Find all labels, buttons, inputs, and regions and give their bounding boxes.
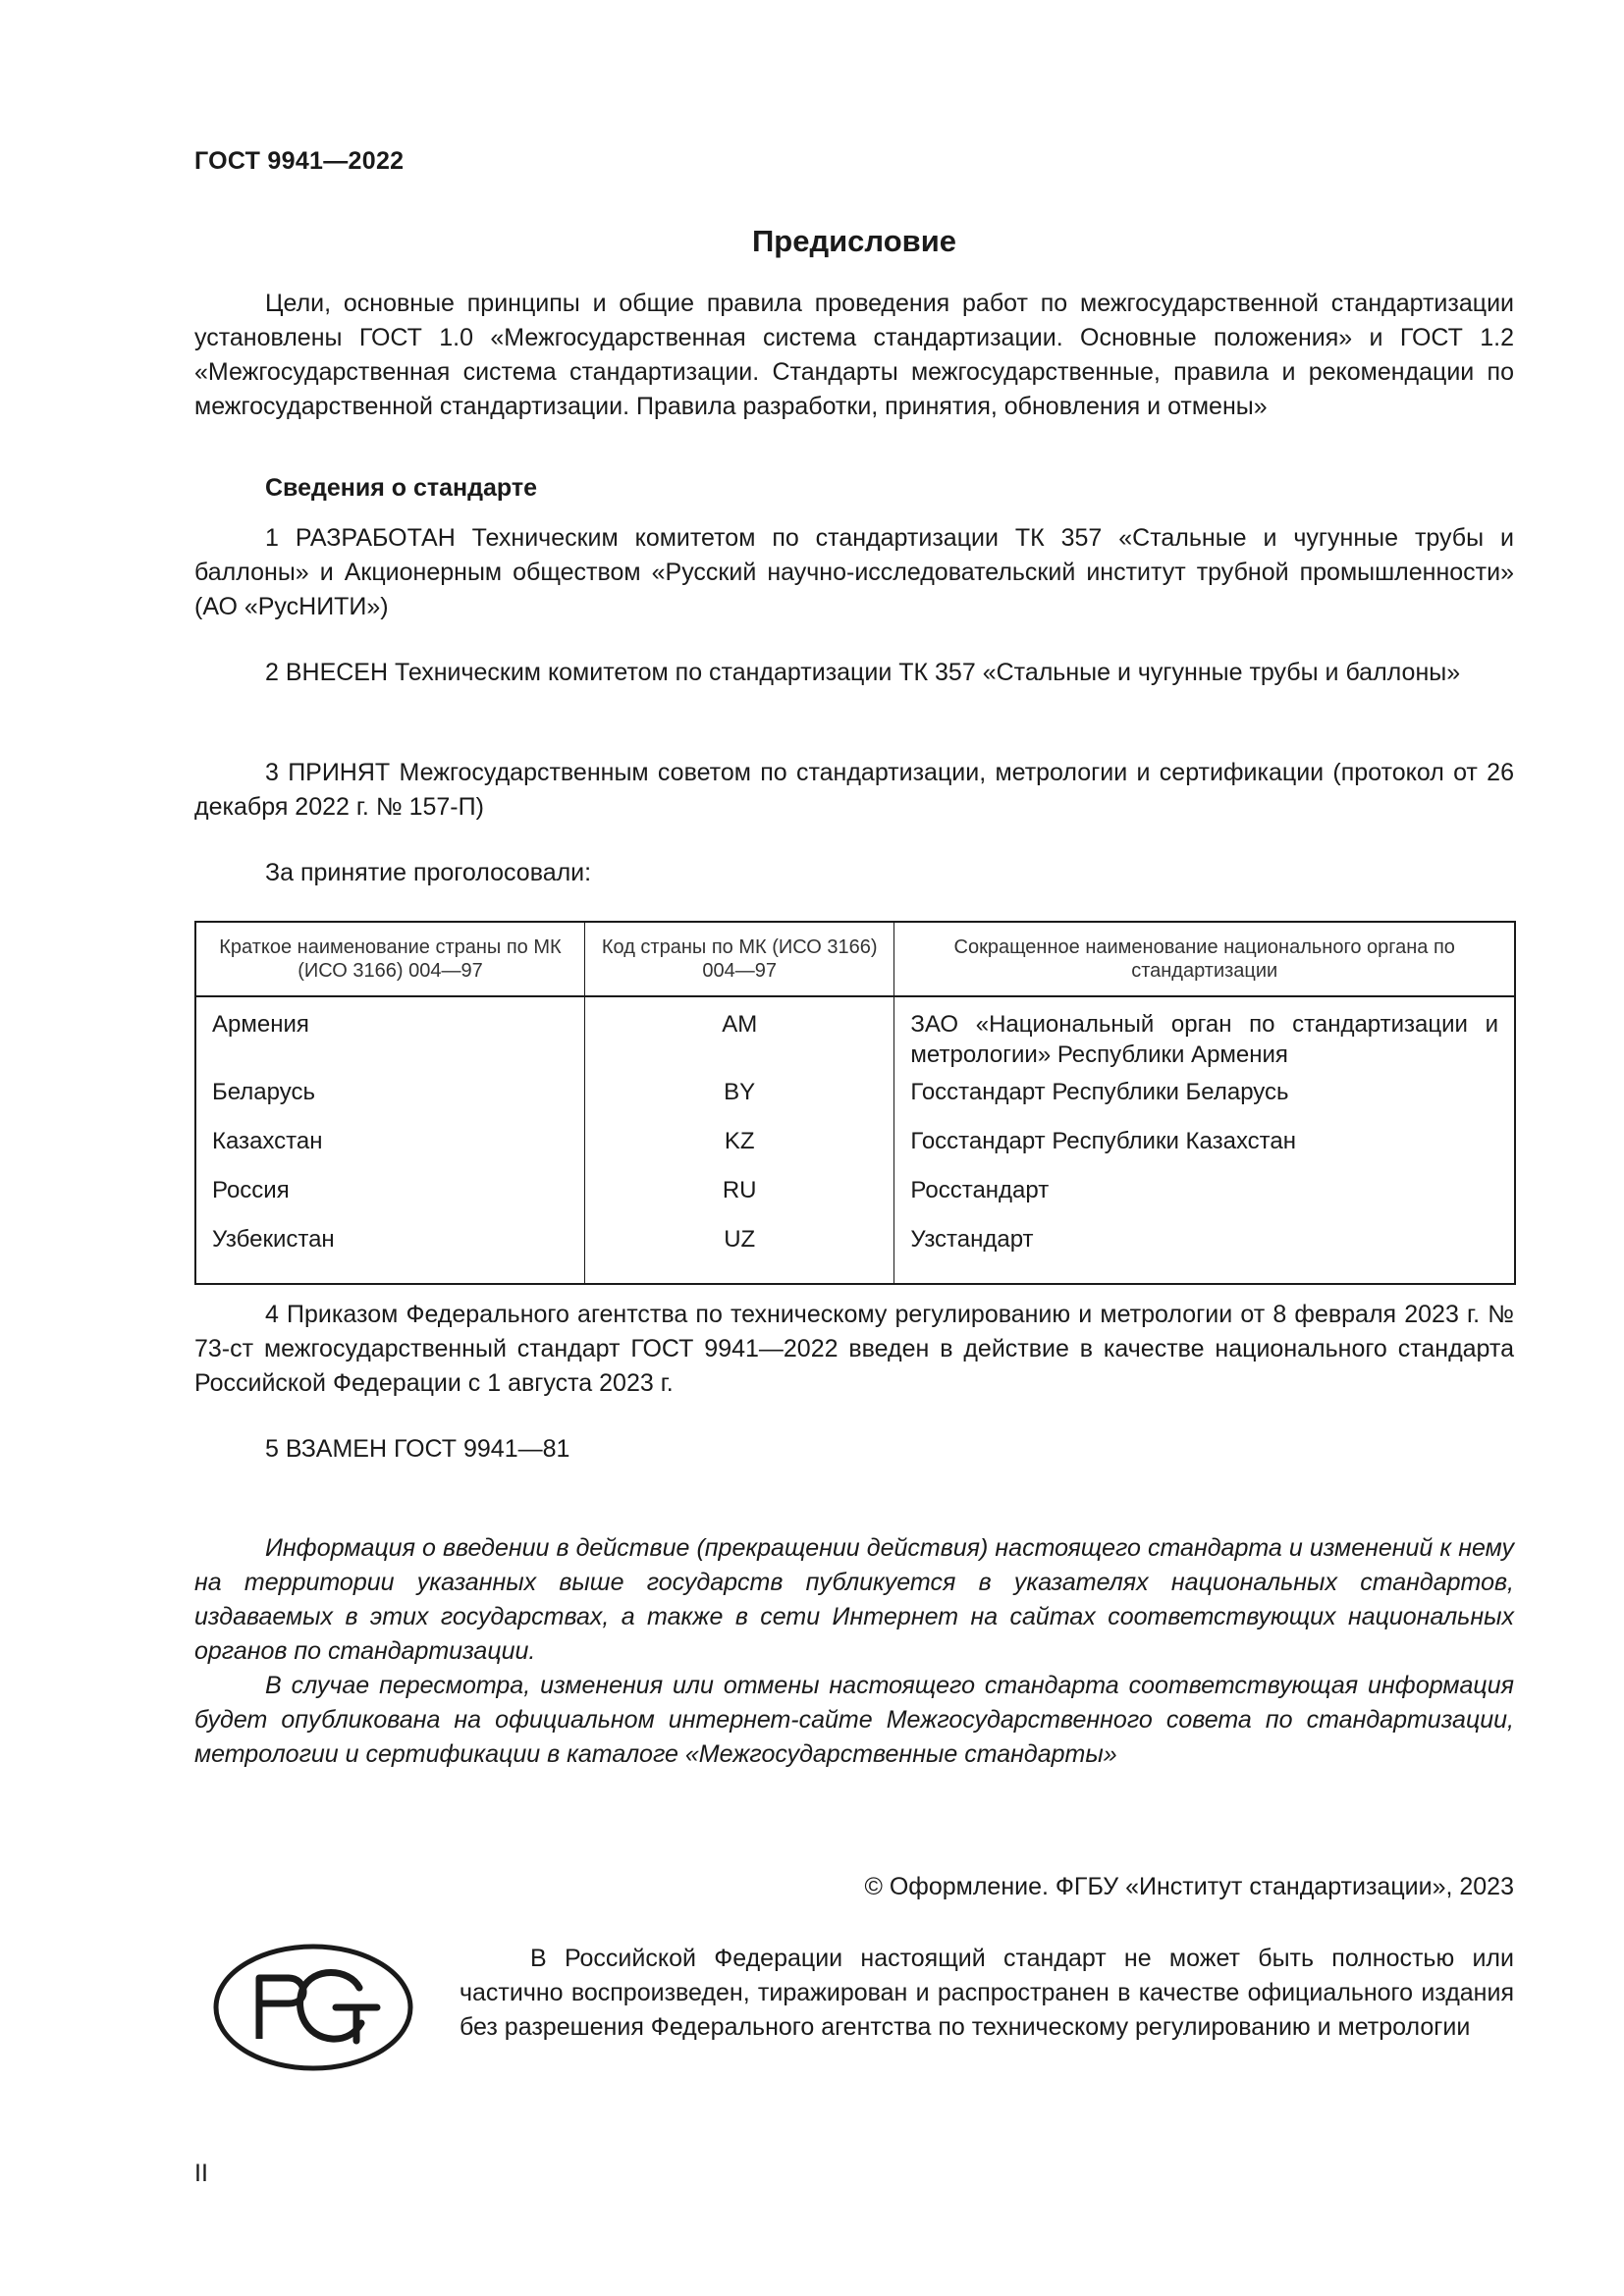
intro-paragraph: Цели, основные принципы и общие правила проведения работ по межгосударственной стандартизации установлены ГОСТ 1.0 «Межгосударственная система стандартизации. Основные положения» и ГОСТ 1.2 «Межгосударственная система стандартизации. Стандарты межгосударственные, правила и рекомендации по межгосударственной стандартизации. Правила разработки, принятия, обновления и отмены» bbox=[194, 290, 1514, 420]
country-cell: Беларусь bbox=[195, 1077, 584, 1126]
country-cell: Армения bbox=[195, 996, 584, 1077]
org-cell: Госстандарт Республики Казахстан bbox=[894, 1126, 1515, 1175]
table-row bbox=[195, 1077, 1515, 1126]
copyright-line: © Оформление. ФГБУ «Институт стандартизации», 2023 bbox=[864, 1873, 1514, 1900]
code-cell: KZ bbox=[584, 1126, 893, 1175]
code-cell: RU bbox=[584, 1175, 893, 1224]
table-header-row bbox=[195, 922, 1515, 996]
table-row bbox=[195, 1175, 1515, 1224]
code-cell: BY bbox=[584, 1077, 893, 1126]
table-row bbox=[195, 1126, 1515, 1175]
voting-table bbox=[194, 921, 1516, 1285]
page-title: Предисловие bbox=[751, 224, 956, 258]
item-adopted: 3 ПРИНЯТ Межгосударственным советом по стандартизации, метрологии и сертификации (протокол от 26 декабря 2022 г. № 157-П) bbox=[194, 759, 1514, 821]
document-code: ГОСТ 9941—2022 bbox=[194, 147, 405, 175]
column-header-org: Сокращенное наименование национального органа по стандартизации bbox=[894, 922, 1515, 996]
column-header-code: Код страны по МК (ИСО 3166) 004—97 bbox=[584, 922, 893, 996]
org-cell: Росстандарт bbox=[894, 1175, 1515, 1224]
item-developed: 1 РАЗРАБОТАН Техническим комитетом по стандартизации ТК 357 «Стальные и чугунные трубы и баллоны» и Акционерным обществом «Русский научно-исследовательский институт трубной промышленности» (АО «РусНИТИ») bbox=[194, 524, 1514, 620]
country-cell: Казахстан bbox=[195, 1126, 584, 1175]
item-replaces: 5 ВЗАМЕН ГОСТ 9941—81 bbox=[265, 1435, 570, 1463]
info-paragraph-1: Информация о введении в действие (прекращении действия) настоящего стандарта и изменений к нему на территории указанных выше государств публикуется в указателях национальных стандартов, издаваемых в этих государствах, а также в сети Интернет на сайтах соответствующих национальных органов по стандартизации. bbox=[194, 1534, 1514, 1665]
table-row bbox=[195, 996, 1515, 1077]
org-cell: Узстандарт bbox=[894, 1224, 1515, 1284]
item-enacted: 4 Приказом Федерального агентства по техническому регулированию и метрологии от 8 февраля 2023 г. № 73-ст межгосударственный стандарт ГОСТ 9941—2022 введен в действие в качестве национального стандарта Российской Федерации с 1 августа 2023 г. bbox=[194, 1301, 1514, 1397]
info-paragraph-2: В случае пересмотра, изменения или отмены настоящего стандарта соответствующая информация будет опубликована на официальном интернет-сайте Межгосударственного совета по стандартизации, метрологии и сертификации в каталоге «Межгосударственные стандарты» bbox=[194, 1672, 1514, 1768]
standard-info-heading: Сведения о стандарте bbox=[265, 474, 538, 502]
org-cell: Госстандарт Республики Беларусь bbox=[894, 1077, 1515, 1126]
country-cell: Россия bbox=[195, 1175, 584, 1224]
code-cell: UZ bbox=[584, 1224, 893, 1284]
item-introduced: 2 ВНЕСЕН Техническим комитетом по стандартизации ТК 357 «Стальные и чугунные трубы и баллоны» bbox=[265, 659, 1461, 686]
org-cell: ЗАО «Национальный орган по стандартизации и метрологии» Республики Армения bbox=[894, 996, 1515, 1077]
column-header-country: Краткое наименование страны по МК (ИСО 3166) 004—97 bbox=[195, 922, 584, 996]
voted-label: За принятие проголосовали: bbox=[265, 859, 592, 886]
table-row bbox=[195, 1224, 1515, 1284]
reproduction-notice: В Российской Федерации настоящий стандарт не может быть полностью или частично воспроизведен, тиражирован и распространен в качестве официального издания без разрешения Федерального агентства по техническому регулированию и метрологии bbox=[460, 1945, 1514, 2041]
country-cell: Узбекистан bbox=[195, 1224, 584, 1284]
code-cell: AM bbox=[584, 996, 893, 1077]
rst-certification-mark-icon bbox=[212, 1943, 414, 2072]
page-number: II bbox=[194, 2160, 208, 2187]
